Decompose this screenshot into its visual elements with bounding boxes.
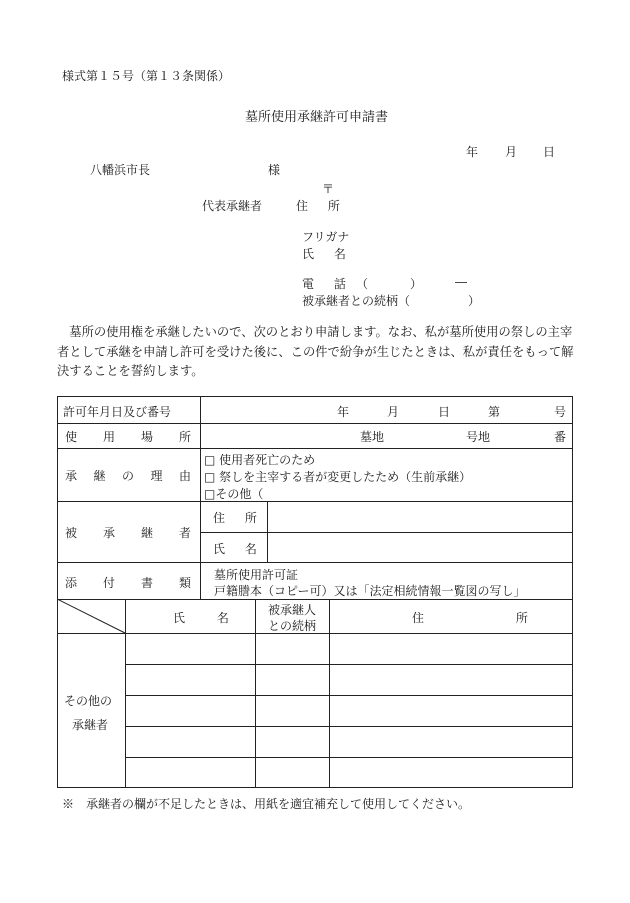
- date-year-label: 年: [466, 145, 479, 159]
- permit-no: 第: [488, 405, 501, 419]
- form-number: 様式第１５号（第１３条関係）: [62, 69, 231, 83]
- attachments-label: [65, 574, 191, 591]
- reason-option-change[interactable]: □ 祭しを主宰する者が変更したため（生前承継）: [204, 470, 472, 484]
- diagonal-divider: [57, 599, 126, 634]
- rule: [125, 726, 573, 727]
- label-char: 類: [178, 576, 191, 590]
- rule: [57, 599, 573, 600]
- reason-option-death[interactable]: □ 使用者死亡のため: [204, 453, 316, 467]
- col-address-header: 住 所: [412, 611, 572, 625]
- label-char: の: [121, 469, 134, 483]
- rule: [572, 396, 573, 788]
- applicant-name-label: 氏 名: [302, 247, 354, 261]
- reason-label: [65, 467, 191, 484]
- document-title: 墓所使用承継許可申請書: [245, 110, 389, 125]
- permit-year: 年: [337, 405, 350, 419]
- rule: [57, 396, 58, 788]
- rule: [57, 396, 573, 397]
- rule: [125, 664, 573, 665]
- addressee: 八幡浜市長: [90, 163, 151, 177]
- predecessor-name-label: 氏 名: [213, 542, 265, 556]
- place-label: [65, 428, 191, 445]
- col-name-header: 氏 名: [173, 611, 243, 625]
- rule: [125, 695, 573, 696]
- rule: [57, 423, 573, 424]
- attachment-permit: 墓所使用許可証: [214, 568, 299, 582]
- applicant-address-label: 住 所: [296, 199, 348, 213]
- furigana-label: フリガナ: [302, 230, 350, 244]
- predecessor-address-label: 住 所: [213, 511, 265, 525]
- label-char: 由: [178, 469, 191, 483]
- label-char: 添: [65, 576, 78, 590]
- others-label-1: その他の: [64, 694, 113, 708]
- label-char: 所: [178, 430, 191, 444]
- footnote: ※ 承継者の欄が不足したときは、用紙を適宜補充して使用してください。: [62, 797, 471, 811]
- rule: [255, 599, 256, 787]
- relation-label: 被承継者との続柄（: [302, 294, 411, 308]
- rule: [57, 501, 573, 502]
- phone-paren-close: ）: [410, 277, 423, 291]
- label-char: 理: [150, 469, 163, 483]
- rule: [57, 562, 573, 563]
- label-char: 承: [65, 469, 78, 483]
- label-char: 被: [65, 526, 78, 540]
- label-char: 承: [102, 526, 115, 540]
- date-month-label: 月: [505, 145, 518, 159]
- col-relation-header-1: 被承継人: [268, 603, 317, 617]
- place-ban: 番: [554, 430, 567, 444]
- place-bochi: 墓地: [360, 430, 385, 444]
- rule: [200, 532, 573, 533]
- label-char: 書: [140, 576, 153, 590]
- label-char: 使: [65, 430, 78, 444]
- place-gouchi: 号地: [466, 430, 491, 444]
- reason-option-other[interactable]: □その他（: [204, 487, 264, 501]
- label-char: 用: [102, 430, 115, 444]
- date-day-label: 日: [543, 145, 556, 159]
- phone-label: 電 話: [302, 277, 354, 291]
- label-char: 継: [93, 469, 106, 483]
- rule: [267, 501, 268, 562]
- predecessor-label: [65, 524, 191, 541]
- rule: [57, 448, 573, 449]
- attachment-koseki: 戸籍謄本（コピー可）又は「法定相続情報一覧図の写し」: [214, 584, 526, 598]
- application-table: [57, 396, 573, 787]
- rule: [125, 757, 573, 758]
- permit-month: 月: [387, 405, 400, 419]
- rule: [200, 396, 201, 599]
- rule: [329, 599, 330, 787]
- label-char: 者: [178, 526, 191, 540]
- relation-paren-close: ）: [468, 294, 481, 308]
- phone-paren-open: （: [356, 277, 369, 291]
- label-char: 場: [140, 430, 153, 444]
- permit-day: 日: [438, 405, 451, 419]
- label-char: 付: [102, 576, 115, 590]
- label-char: 継: [140, 526, 153, 540]
- postal-mark: 〒: [322, 182, 335, 196]
- representative-label: 代表承継者: [202, 199, 263, 213]
- col-relation-header-2: との続柄: [268, 619, 317, 633]
- permit-go: 号: [554, 405, 567, 419]
- rule: [57, 787, 573, 788]
- declaration-text: 墓所の使用権を承継したいので、次のとおり申請します。なお、私が墓所使用の祭しの主宰者として承継を申請し許可を受けた後に、この件で紛争が生じたときは、私が責任をもって解決することを誓約します。: [57, 325, 574, 378]
- phone-dash: ―: [455, 275, 467, 289]
- honorific: 様: [268, 163, 281, 177]
- permit-label: 許可年月日及び番号: [63, 405, 172, 419]
- others-label-2: 承継者: [72, 718, 109, 732]
